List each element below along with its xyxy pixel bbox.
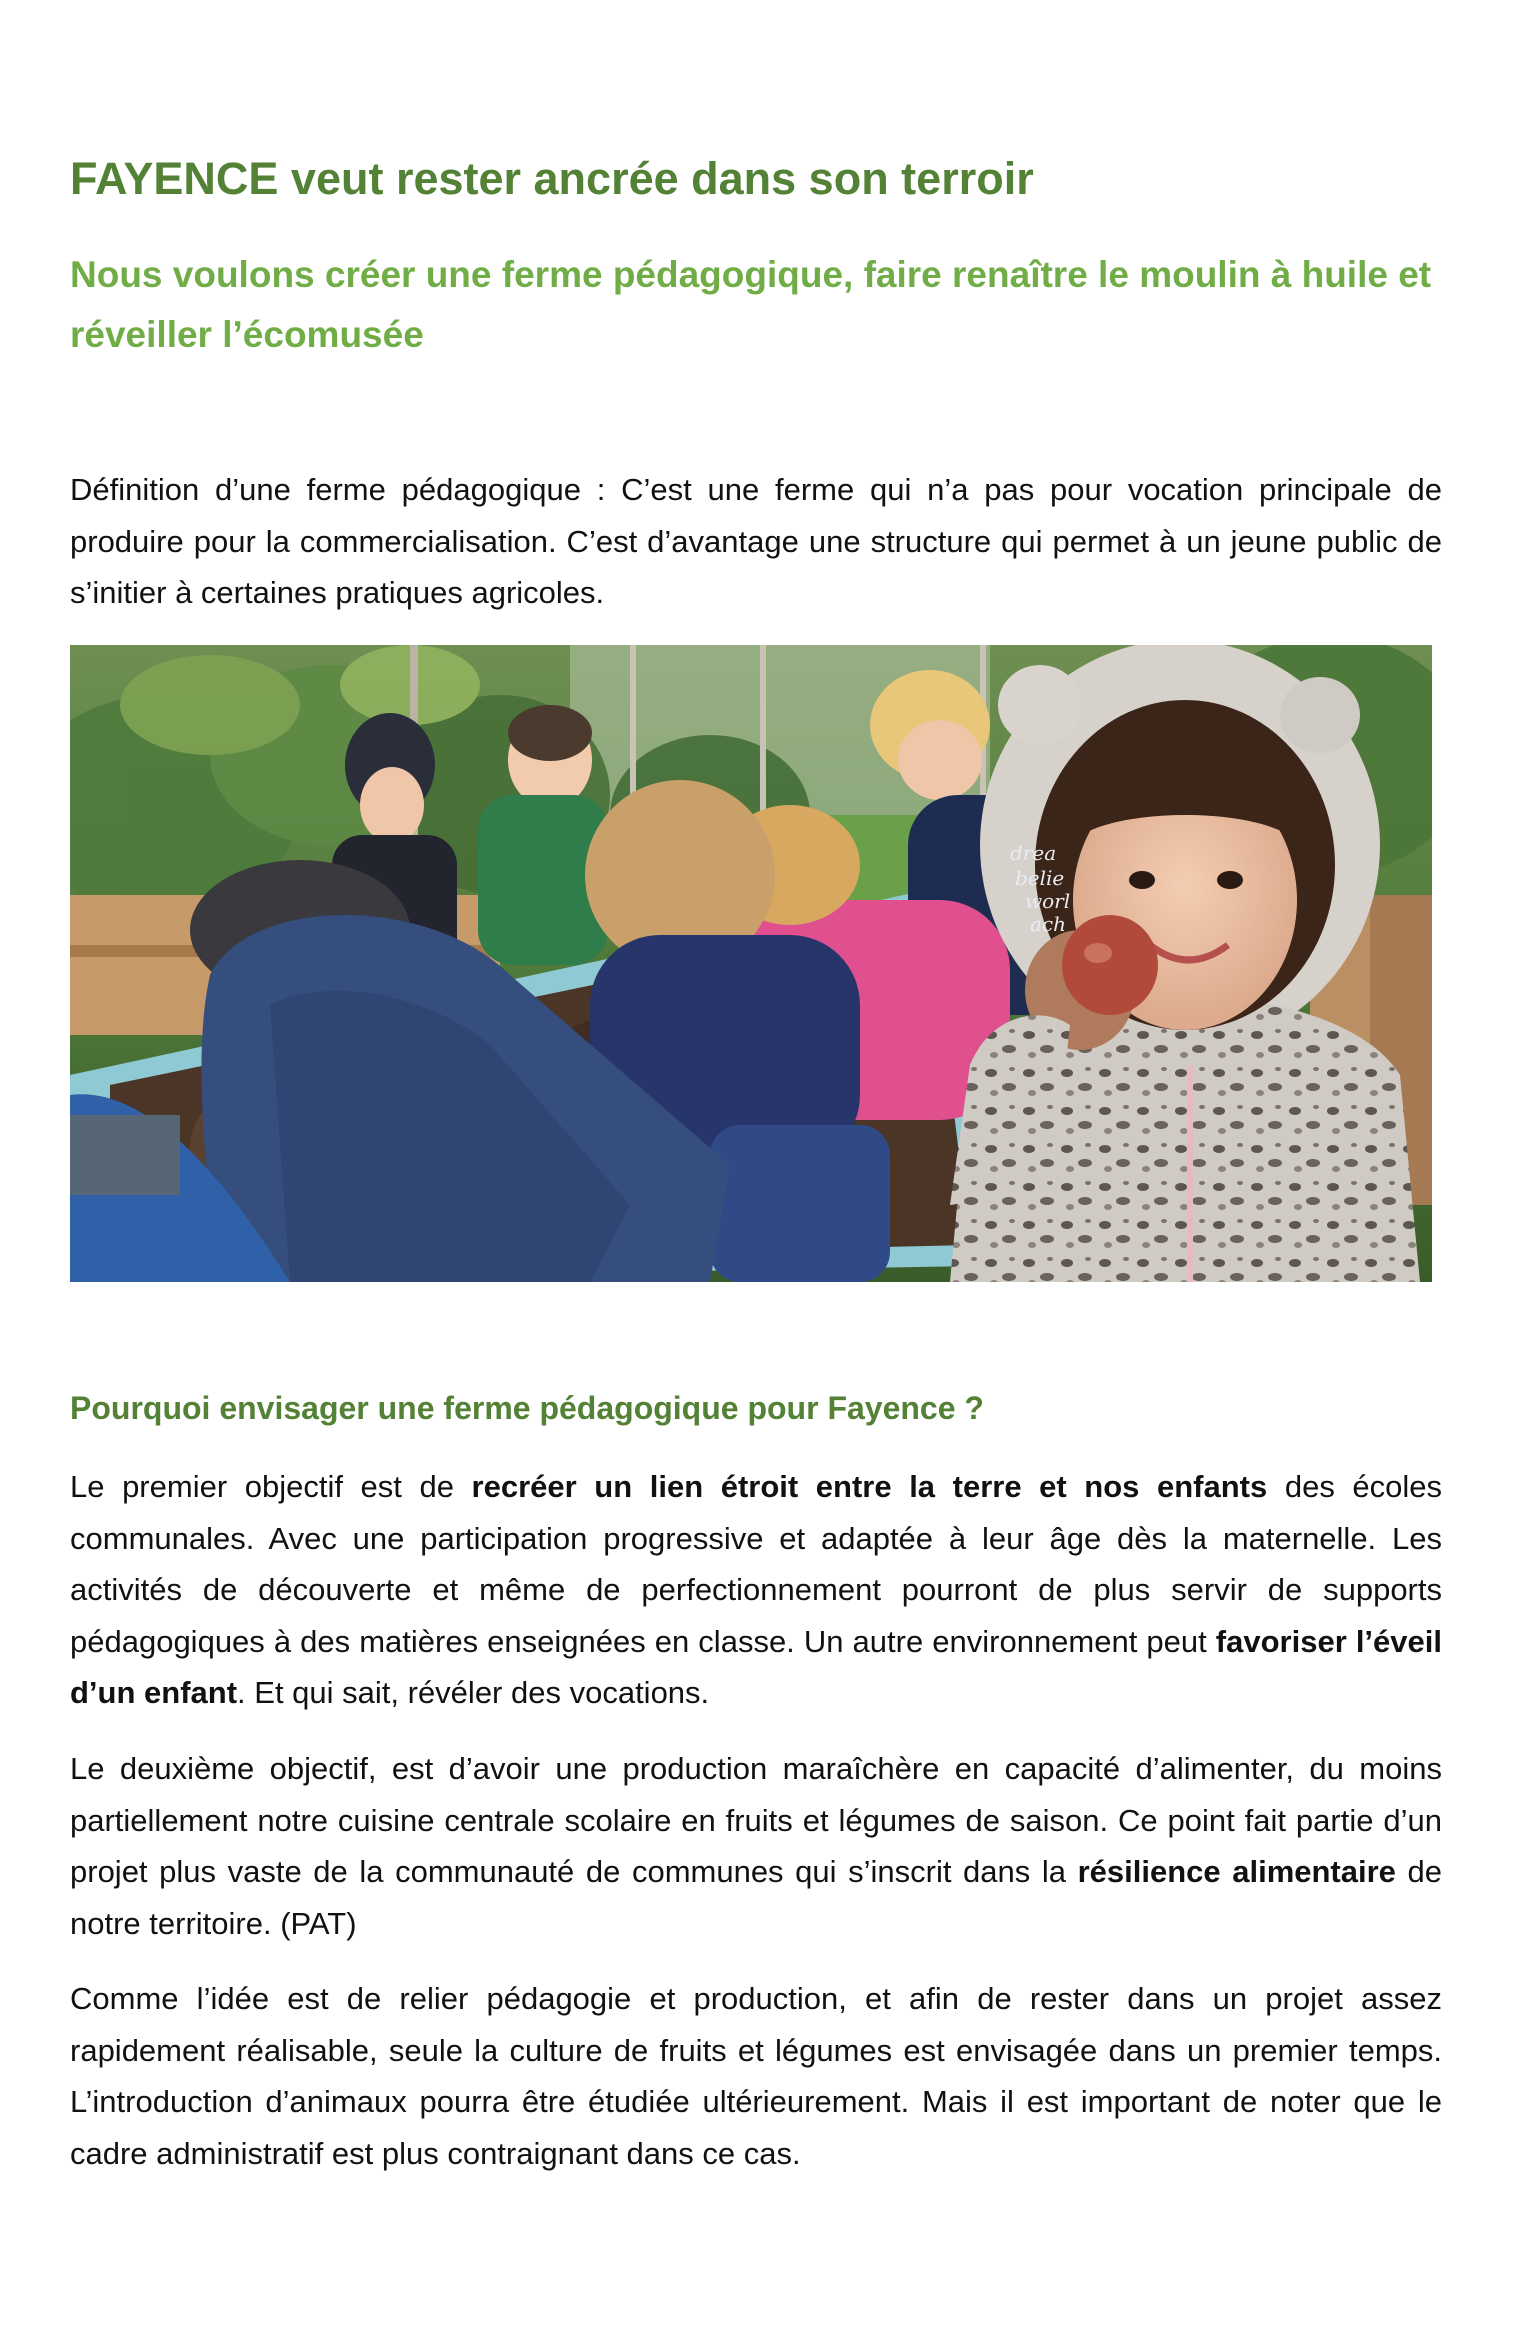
- objective1-bold-text: favoriser l’éveil d’un enfant: [70, 1623, 1442, 1710]
- objective1-text: . Et qui sait, révéler des vocations.: [237, 1675, 710, 1710]
- definition-paragraph: Définition d’une ferme pédagogique : C’est une ferme qui n’a pas pour vocation principale de produire pour la commercialisation. C’est d’avantage une structure qui permet à un jeune public de s’initier à certaines pratiques agricoles.: [70, 472, 1442, 610]
- objective2-bold-text: résilience alimentaire: [1077, 1854, 1396, 1889]
- shirt-text-line: worl: [1025, 889, 1071, 913]
- page-title: FAYENCE veut rester ancrée dans son terroir: [70, 153, 1034, 204]
- objective1-paragraph: [70, 1461, 1442, 1719]
- shirt-text-line: belie: [1015, 866, 1065, 890]
- objective3-paragraph: Comme l’idée est de relier pédagogie et production, et afin de rester dans un projet assez rapidement réalisable, seule la culture de fruits et légumes est envisagée dans un premier temps. L’introduction d’animaux pourra être étudiée ultérieurement. Mais il est important de noter que le cadre administratif est plus contraignant dans ce cas.: [70, 1981, 1442, 2171]
- shirt-text-line: ach: [1030, 912, 1067, 936]
- objective2-paragraph: [70, 1743, 1442, 1949]
- shirt-text-line: drea: [1010, 841, 1057, 865]
- section-heading: Pourquoi envisager une ferme pédagogique pour Fayence ?: [70, 1390, 984, 1426]
- children-garden-photo: [70, 645, 1432, 1282]
- page-subtitle: Nous voulons créer une ferme pédagogique, faire renaître le moulin à huile et réveiller l’écomusée: [70, 254, 1432, 355]
- objective1-text: des écoles communales. Avec une participation progressive et adaptée à leur âge dès la maternelle. Les activités de découverte et même de perfectionnement pourront de plus servir de supports pédagogiques à des matières enseignées en classe. Un autre environnement peut: [70, 1469, 1443, 1659]
- objective2-text: de notre territoire. (PAT): [70, 1854, 1442, 1941]
- objective1-bold-text: recréer un lien étroit entre la terre et nos enfants: [471, 1469, 1268, 1504]
- objective2-text: Le deuxième objectif, est d’avoir une production maraîchère en capacité d’alimenter, du moins partiellement notre cuisine centrale scolaire en fruits et légumes de saison. Ce point fait partie d’un projet plus vaste de la communauté de communes qui s’inscrit dans la: [70, 1751, 1442, 1889]
- objective1-text: Le premier objectif est de: [70, 1469, 472, 1504]
